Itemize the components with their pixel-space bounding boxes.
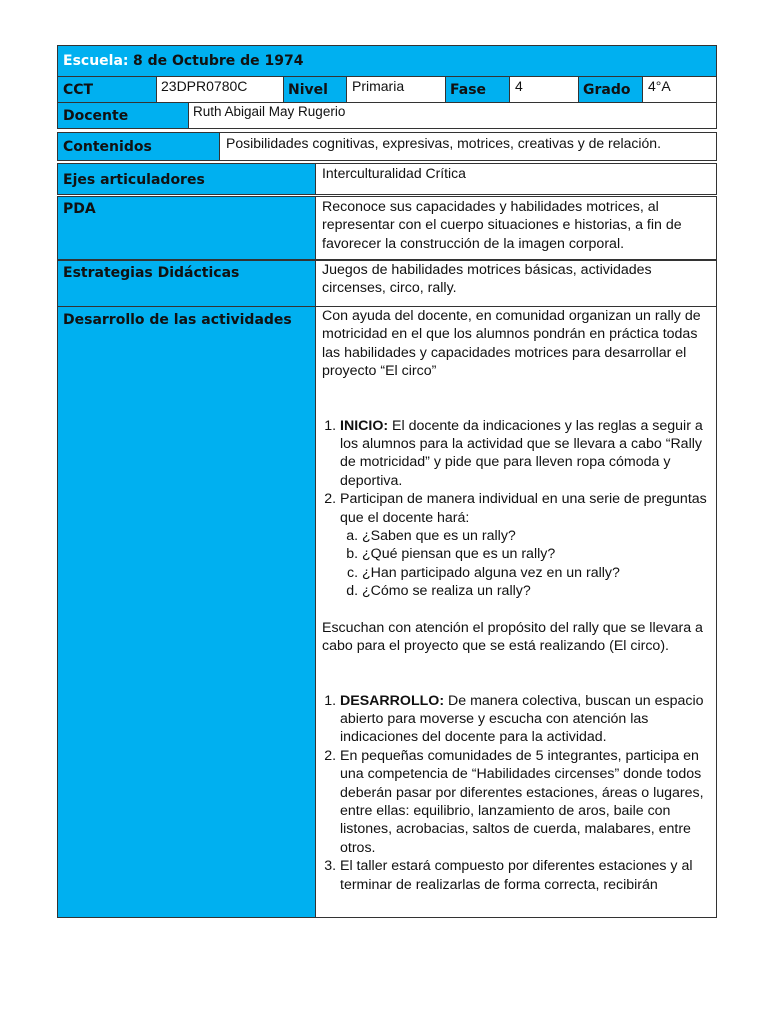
desarrollo-value-cell — [315, 307, 716, 917]
ejes-row — [57, 163, 717, 195]
nivel-value-cell — [346, 77, 445, 102]
questions-intro: Participan de manera individual en una serie de preguntas que el docente hará: — [340, 491, 707, 526]
estrategias-label-cell — [58, 261, 315, 306]
fase-value-cell — [509, 77, 578, 102]
questions-item — [340, 490, 712, 600]
desarrollo-label-cell — [58, 307, 315, 917]
desarrollo-row — [57, 306, 717, 918]
desarrollo-content — [322, 307, 712, 894]
taller-item: 3. El taller estará compuesto por diferentes estaciones y al terminar de realizarlas de forma correcta, recibirán — [340, 857, 712, 894]
desarrollo-intro: Con ayuda del docente, en comunidad organizan un rally de motricidad en el que los alumnos pondrán en práctica todas las habilidades y capacidades motrices para desarrollar el proyecto “El circo” — [322, 308, 701, 380]
competencia-item: 2. En pequeñas comunidades de 5 integrantes, participa en una competencia de “Habilidades circenses” donde todos deberán pasar por diferentes estaciones, áreas o lugares, entre ellas: equilibrio, lanzamiento de aros, baile con listones, acrobacias, saltos de cuerda, malabares, entre otros. — [340, 747, 712, 857]
cct-row — [57, 76, 717, 103]
question-item: b. ¿Qué piensan que es un rally? — [362, 545, 712, 563]
pda-label-cell — [58, 197, 315, 259]
desarrollo-list — [322, 692, 712, 894]
desarrollo-text: De manera colectiva, buscan un espacio abierto para moverse y escucha con atención las indicaciones del docente para la actividad. — [340, 692, 704, 746]
cct-value: 23DPR0780C — [161, 78, 248, 94]
cct-label: CCT — [63, 82, 94, 98]
inicio-list — [322, 417, 712, 601]
escuela-row — [57, 45, 717, 77]
inicio-title: INICIO: — [340, 417, 389, 434]
inicio-text: El docente da indicaciones y las reglas a seguir a los alumnos para la actividad que se llevara a cabo “Rally de motricidad” y pide que para lleven ropa cómoda y deportiva. — [340, 417, 703, 489]
contenidos-label-cell — [58, 133, 219, 160]
desarrollo-title: DESARROLLO: — [340, 692, 445, 709]
escuela-line — [63, 52, 303, 76]
docente-value-cell — [188, 103, 716, 128]
estrategias-row — [57, 260, 717, 307]
escuela-label: Escuela: — [63, 53, 129, 69]
pda-row — [57, 196, 717, 260]
grado-value-cell — [642, 77, 716, 102]
question-item: c. ¿Han participado alguna vez en un rally? — [362, 564, 712, 582]
grado-label: Grado — [583, 82, 631, 98]
questions-list — [340, 527, 712, 601]
docente-label-cell — [58, 103, 188, 128]
pda-value-cell — [315, 197, 716, 259]
inicio-item — [340, 417, 712, 491]
contenidos-value-cell — [219, 133, 716, 160]
desarrollo-item — [340, 692, 712, 747]
cct-value-cell — [156, 77, 283, 102]
question-item: d. ¿Cómo se realiza un rally? — [362, 582, 712, 600]
ejes-value: Interculturalidad Crítica — [322, 165, 466, 181]
estrategias-label: Estrategias Didácticas — [63, 265, 240, 281]
fase-label: Fase — [450, 82, 487, 98]
nivel-label-cell — [283, 77, 346, 102]
estrategias-value-cell — [315, 261, 716, 306]
fase-label-cell — [445, 77, 509, 102]
pda-label: PDA — [63, 201, 96, 217]
grado-label-cell — [578, 77, 642, 102]
desarrollo-label: Desarrollo de las actividades — [63, 312, 292, 328]
fase-value: 4 — [515, 78, 523, 94]
nivel-label: Nivel — [288, 82, 328, 98]
docente-label: Docente — [63, 108, 129, 124]
contenidos-row — [57, 132, 717, 161]
contenidos-label: Contenidos — [63, 139, 152, 155]
docente-row — [57, 102, 717, 129]
question-item: a. ¿Saben que es un rally? — [362, 527, 712, 545]
ejes-value-cell — [315, 164, 716, 194]
estrategias-value: Juegos de habilidades motrices básicas, actividades circenses, circo, rally. — [322, 262, 652, 297]
ejes-label: Ejes articuladores — [63, 172, 205, 188]
ejes-label-cell — [58, 164, 315, 194]
escuchan-paragraph: Escuchan con atención el propósito del rally que se llevara a cabo para el proyecto que se está realizando (El circo). — [322, 619, 703, 655]
cct-label-cell — [58, 77, 156, 102]
docente-value: Ruth Abigail May Rugerio — [193, 104, 346, 119]
grado-value: 4°A — [648, 78, 671, 94]
contenidos-value: Posibilidades cognitivas, expresivas, motrices, creativas y de relación. — [226, 135, 661, 151]
nivel-value: Primaria — [352, 78, 405, 94]
pda-value: Reconoce sus capacidades y habilidades motrices, al representar con el cuerpo situaciones e historias, a fin de favorecer la construcción de la imagen corporal. — [322, 199, 682, 252]
escuela-value: 8 de Octubre de 1974 — [132, 53, 304, 69]
